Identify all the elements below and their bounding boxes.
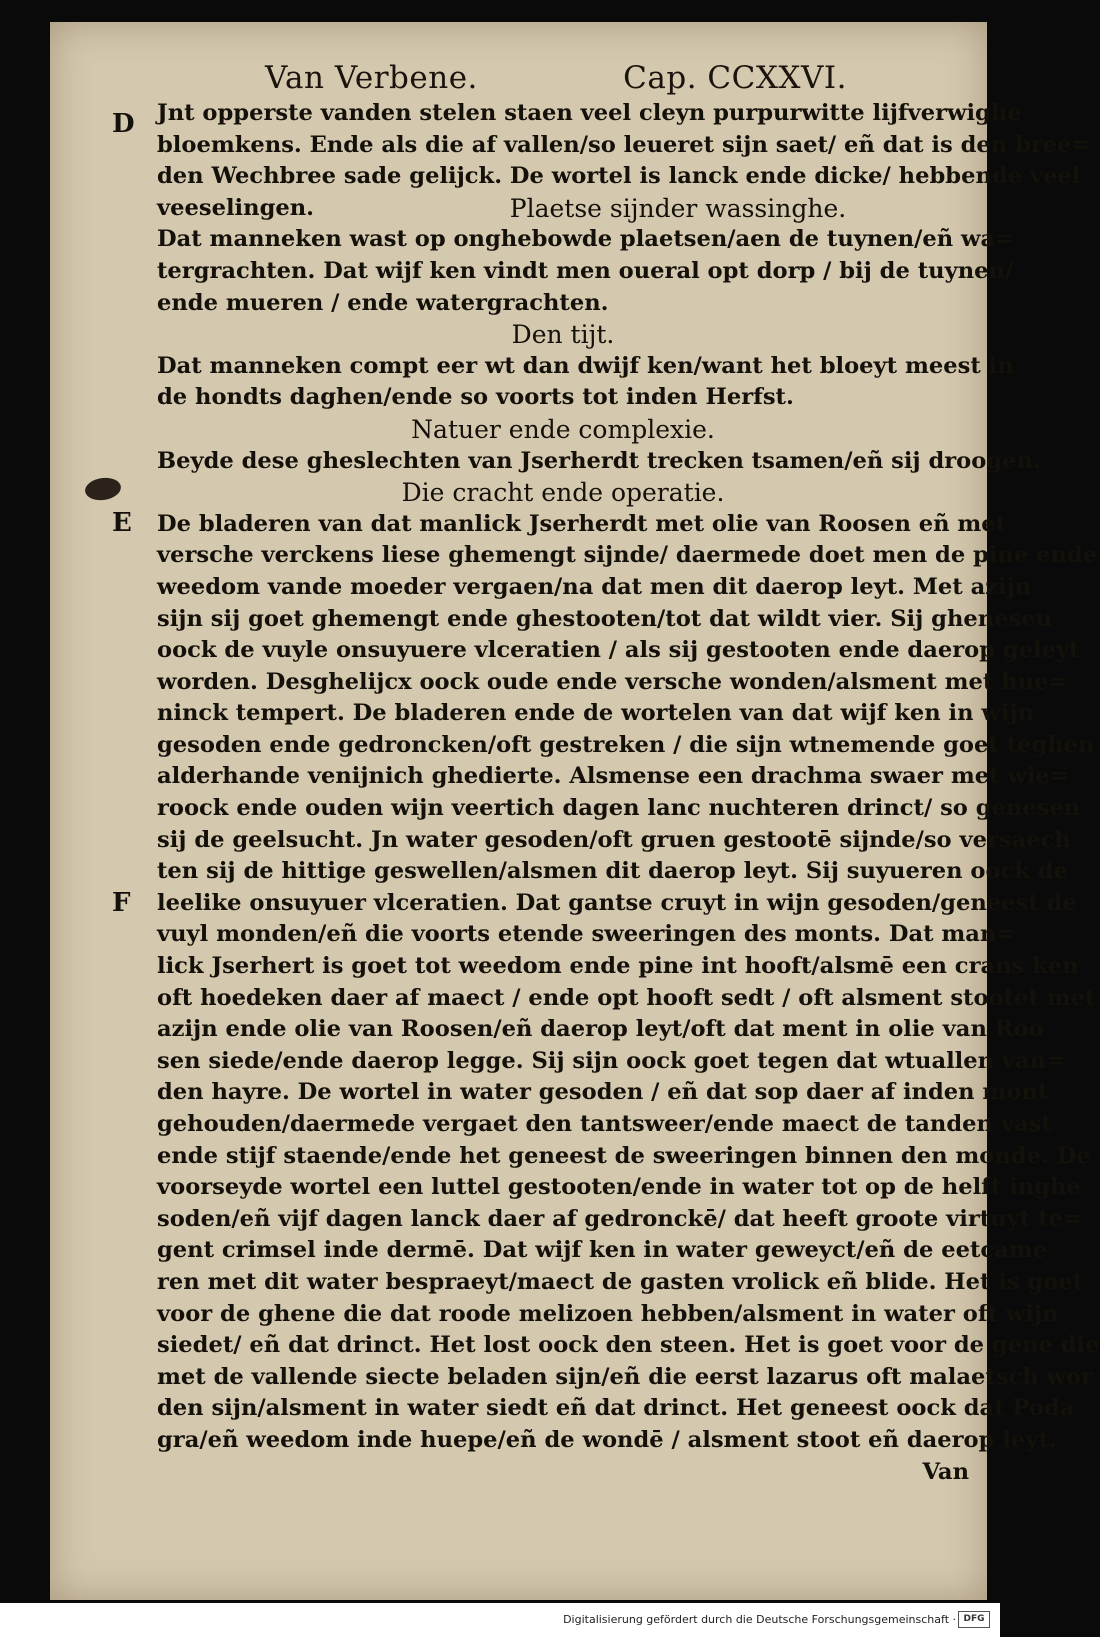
text-line: azijn ende olie van Roosen/eñ daerop leyt/oft dat ment in olie van Roo bbox=[157, 1016, 1044, 1043]
text-line: den Wechbree sade gelijck. De wortel is lanck ende dicke/ hebbende veel bbox=[157, 163, 1081, 190]
text-line: vuyl monden/eñ die voorts etende sweeringen des monts. Dat man= bbox=[157, 921, 1016, 948]
text-line: Dat manneken compt eer wt dan dwijf ken/want het bloeyt meest in bbox=[157, 352, 1014, 379]
text-line: versche verckens liese ghemengt sijnde/ daermede doet men de pine ende bbox=[157, 542, 1098, 569]
margin-letter-e: E bbox=[112, 508, 132, 538]
text-line: ninck tempert. De bladeren ende de wortelen van dat wijf ken in wijn bbox=[157, 700, 1035, 727]
text-line: gent crimsel inde dermē. Dat wijf ken in water geweyct/eñ de eetcame bbox=[157, 1237, 1048, 1264]
text-line: den hayre. De wortel in water gesoden / eñ dat sop daer af inden mont bbox=[157, 1079, 1049, 1106]
text-line: siedet/ eñ dat drinct. Het lost oock den steen. Het is goet voor de gene die bbox=[157, 1332, 1100, 1359]
section-heading: Den tijt. bbox=[511, 320, 615, 350]
text-line: roock ende ouden wijn veertich dagen lanc nuchteren drinct/ so genesen bbox=[157, 795, 1081, 822]
text-line: De bladeren van dat manlick Jserherdt met olie van Roosen eñ met bbox=[157, 510, 1007, 537]
text-line: sen siede/ende daerop legge. Sij sijn oock goet tegen dat wtuallen van= bbox=[157, 1047, 1066, 1074]
header-chapter: Cap. CCXXVI. bbox=[623, 60, 847, 96]
section-heading: Plaetse sijnder wassinghe. bbox=[509, 193, 847, 223]
footer-bar bbox=[0, 1603, 1000, 1637]
dfg-logo: DFG bbox=[958, 1611, 990, 1628]
text-line: leelike onsuyuer vlceratien. Dat gantse cruyt in wijn gesoden/geneest de bbox=[157, 889, 1077, 916]
text-line: bloemkens. Ende als die af vallen/so leueret sijn saet/ eñ dat is den bree= bbox=[157, 131, 1091, 158]
text-line: Jnt opperste vanden stelen staen veel cleyn purpurwitte lijfverwighe bbox=[157, 100, 1022, 126]
section-heading: Die cracht ende operatie. bbox=[401, 478, 725, 508]
text-line: de hondts daghen/ende so voorts tot inden Herfst. bbox=[157, 384, 794, 411]
text-line: oft hoedeken daer af maect / ende opt hooft sedt / oft alsment stootet met bbox=[157, 984, 1096, 1011]
chapter-body bbox=[157, 98, 1100, 1488]
text-line: den sijn/alsment in water siedt eñ dat drinct. Het geneest oock dat Poda bbox=[157, 1395, 1075, 1422]
text-line: gra/eñ weedom inde huepe/eñ de wondē / alsment stoot eñ daerop leyt. bbox=[157, 1426, 1057, 1453]
text-line: voor de ghene die dat roode melizoen hebben/alsment in water oft wijn bbox=[157, 1300, 1059, 1327]
text-line: soden/eñ vijf dagen lanck daer af gedronckē/ dat heeft groote virtuyt te= bbox=[157, 1205, 1082, 1232]
text-line: worden. Desghelijcx oock oude ende versche wonden/alsment met hue= bbox=[157, 668, 1068, 695]
text-line: sij de geelsucht. Jn water gesoden/oft gruen gestootē sijnde/so versaech bbox=[157, 826, 1071, 853]
text-line: ende mueren / ende watergrachten. bbox=[157, 289, 609, 316]
text-line: gehouden/daermede vergaet den tantsweer/ende maect de tanden vast bbox=[157, 1111, 1052, 1137]
text-line: ten sij de hittige geswellen/alsmen dit daerop leyt. Sij suyueren oock de bbox=[157, 858, 1069, 885]
running-header bbox=[265, 60, 847, 100]
ink-blot bbox=[84, 476, 123, 503]
text-line: ren met dit water bespraeyt/maect de gasten vrolick eñ blide. Het is goet bbox=[157, 1268, 1084, 1295]
text-line: voorseyde wortel een luttel gestooten/ende in water tot op de helft inghe bbox=[157, 1174, 1081, 1201]
text-line: veeselingen. bbox=[157, 194, 315, 221]
text-line: gesoden ende gedroncken/oft gestreken / die sijn wtnemende goet teghen bbox=[157, 731, 1095, 758]
text-line: sijn sij goet ghemengt ende ghestooten/tot dat wildt vier. Sij gheneseu bbox=[157, 605, 1053, 632]
text-line: Dat manneken wast op onghebowde plaetsen/aen de tuynen/eñ wa= bbox=[157, 226, 1015, 253]
text-line: oock de vuyle onsuyuere vlceratien / als sij gestooten ende daerop geleyt bbox=[157, 637, 1080, 664]
catchword: Van bbox=[922, 1458, 969, 1485]
text-line: weedom vande moeder vergaen/na dat men dit daerop leyt. Met azijn bbox=[157, 573, 1032, 600]
margin-letter-d: D bbox=[112, 109, 135, 139]
text-line: ende stijf staende/ende het geneest de sweeringen binnen den monde. De bbox=[157, 1142, 1091, 1169]
funding-credit: Digitalisierung gefördert durch die Deutsche Forschungsgemeinschaft · bbox=[563, 1613, 956, 1626]
header-title: Van Verbene. bbox=[265, 60, 478, 96]
text-line: tergrachten. Dat wijf ken vindt men oueral opt dorp / bij de tuynen/ bbox=[157, 257, 1014, 284]
section-heading: Natuer ende complexie. bbox=[411, 414, 715, 444]
margin-letter-f: F bbox=[112, 888, 131, 918]
book-page bbox=[50, 22, 1100, 1600]
text-line: lick Jserhert is goet tot weedom ende pine int hooft/alsmē een crans ken bbox=[157, 953, 1079, 980]
text-line: alderhande venijnich ghedierte. Alsmense een drachma swaer met wie= bbox=[157, 763, 1069, 790]
text-line: met de vallende siecte beladen sijn/eñ die eerst lazarus oft malaetsch wor bbox=[157, 1363, 1093, 1390]
text-line: Beyde dese gheslechten van Jserherdt trecken tsamen/eñ sij droogen. bbox=[157, 447, 1041, 474]
